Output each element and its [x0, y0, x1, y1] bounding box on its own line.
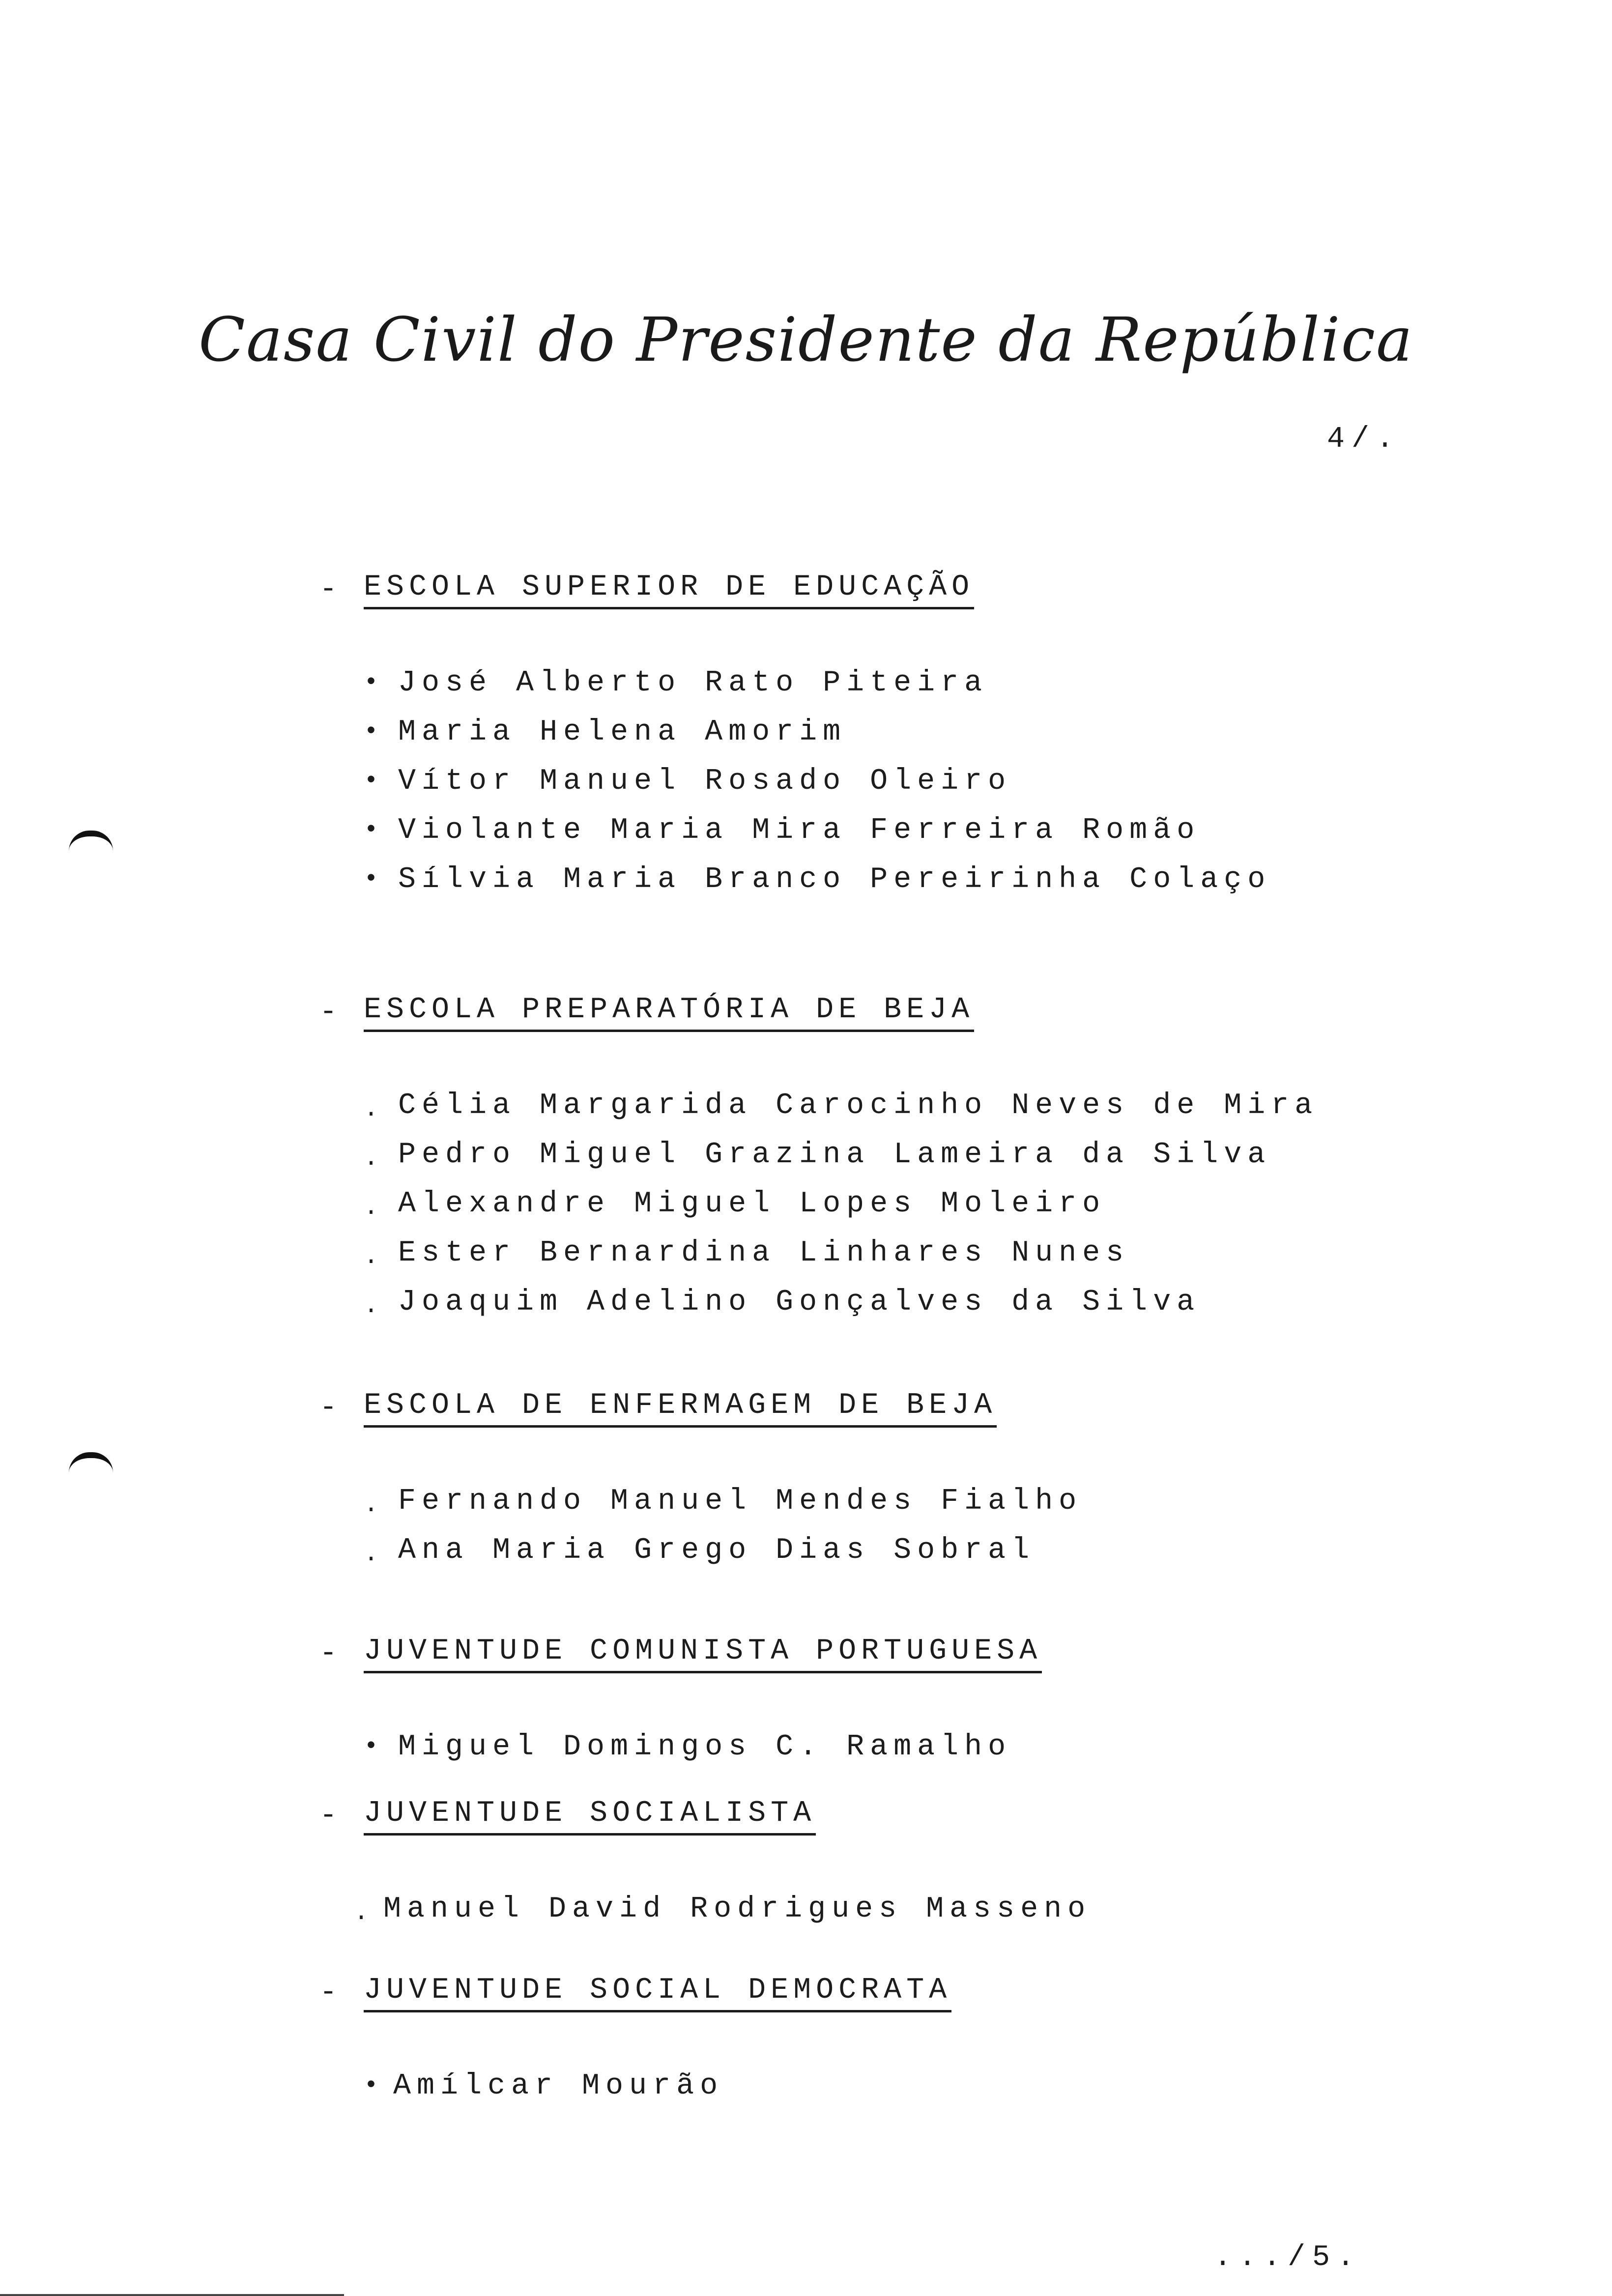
section-heading — [319, 1386, 1450, 1430]
bullet-marker: • — [364, 865, 385, 893]
list-item — [319, 659, 1450, 708]
section-heading-text: JUVENTUDE COMUNISTA PORTUGUESA — [364, 1632, 1042, 1673]
member-list — [319, 1081, 1450, 1327]
section-heading — [319, 1971, 1450, 2015]
list-item — [319, 1179, 1450, 1229]
member-name: Miguel Domingos C. Ramalho — [398, 1730, 1012, 1764]
bullet-marker: • — [364, 767, 385, 795]
section-heading-text: ESCOLA DE ENFERMAGEM DE BEJA — [364, 1386, 997, 1428]
bullet-marker: • — [364, 816, 385, 844]
list-item — [319, 757, 1450, 806]
list-item — [319, 708, 1450, 757]
section-heading — [319, 568, 1450, 612]
dash-marker: - — [319, 1799, 343, 1833]
list-item — [319, 1722, 1450, 1772]
punch-hole-mark — [69, 1452, 113, 1473]
list-item — [319, 1081, 1450, 1130]
section-juventude-socialista — [319, 1794, 1450, 1934]
member-list — [319, 2062, 1450, 2111]
dash-marker: - — [319, 1391, 343, 1425]
list-item — [319, 1477, 1450, 1526]
member-name: Vítor Manuel Rosado Oleiro — [398, 765, 1012, 798]
bullet-marker: . — [364, 1292, 385, 1320]
section-heading-text: ESCOLA SUPERIOR DE EDUCAÇÃO — [364, 568, 974, 609]
list-item — [319, 1526, 1450, 1575]
list-item — [319, 1229, 1450, 1278]
member-list — [319, 1885, 1450, 1934]
dash-marker: - — [319, 573, 343, 606]
list-item — [319, 806, 1450, 855]
member-name: Maria Helena Amorim — [398, 716, 847, 749]
member-name: Amílcar Mourão — [393, 2069, 724, 2103]
member-name: Ana Maria Grego Dias Sobral — [398, 1534, 1036, 1567]
bullet-marker: • — [364, 718, 385, 746]
member-list — [319, 1722, 1450, 1772]
bullet-marker: • — [364, 669, 385, 697]
list-item — [319, 1130, 1450, 1179]
page-edge-line — [0, 2294, 344, 2296]
section-heading — [319, 1632, 1450, 1676]
list-item — [319, 855, 1450, 904]
section-heading-text: JUVENTUDE SOCIALISTA — [364, 1794, 816, 1836]
page-number: 4/. — [1327, 423, 1401, 456]
member-name: José Alberto Rato Piteira — [398, 666, 988, 700]
member-name: Fernando Manuel Mendes Fialho — [398, 1485, 1083, 1518]
bullet-marker: . — [364, 1243, 385, 1271]
member-list — [319, 1477, 1450, 1575]
dash-marker: - — [319, 996, 343, 1029]
dash-marker: - — [319, 1637, 343, 1670]
member-name: Sílvia Maria Branco Pereirinha Colaço — [398, 863, 1271, 896]
member-list — [319, 659, 1450, 904]
section-escola-enfermagem-beja — [319, 1386, 1450, 1575]
list-item — [319, 2062, 1450, 2111]
section-escola-preparatoria-beja — [319, 990, 1450, 1327]
member-name: Manuel David Rodrigues Masseno — [383, 1893, 1092, 1926]
bullet-marker: . — [364, 1491, 385, 1519]
bullet-marker: • — [364, 2072, 385, 2100]
bullet-marker: • — [364, 1733, 385, 1761]
list-item — [319, 1885, 1450, 1934]
section-heading-text: ESCOLA PREPARATÓRIA DE BEJA — [364, 990, 974, 1032]
member-name: Alexandre Miguel Lopes Moleiro — [398, 1187, 1106, 1221]
section-heading — [319, 1794, 1450, 1838]
bullet-marker: . — [364, 1540, 385, 1568]
section-juventude-social-democrata — [319, 1971, 1450, 2111]
section-juventude-comunista — [319, 1632, 1450, 1772]
punch-hole-mark — [69, 831, 113, 851]
letterhead-title: Casa Civil do Presidente da República — [199, 305, 1413, 375]
bullet-marker: . — [364, 1145, 385, 1173]
bullet-marker: . — [364, 1194, 385, 1222]
list-item — [319, 1278, 1450, 1327]
continuation-marker: .../5. — [1214, 2241, 1362, 2274]
member-name: Violante Maria Mira Ferreira Romão — [398, 814, 1201, 847]
section-heading — [319, 990, 1450, 1034]
dash-marker: - — [319, 1976, 343, 2009]
member-name: Pedro Miguel Grazina Lameira da Silva — [398, 1138, 1271, 1172]
member-name: Joaquim Adelino Gonçalves da Silva — [398, 1286, 1201, 1319]
member-name: Ester Bernardina Linhares Nunes — [398, 1236, 1130, 1270]
member-name: Célia Margarida Carocinho Neves de Mira — [398, 1089, 1319, 1122]
section-escola-superior-educacao — [319, 568, 1450, 904]
bullet-marker: . — [354, 1899, 375, 1927]
section-heading-text: JUVENTUDE SOCIAL DEMOCRATA — [364, 1971, 951, 2012]
bullet-marker: . — [364, 1095, 385, 1123]
